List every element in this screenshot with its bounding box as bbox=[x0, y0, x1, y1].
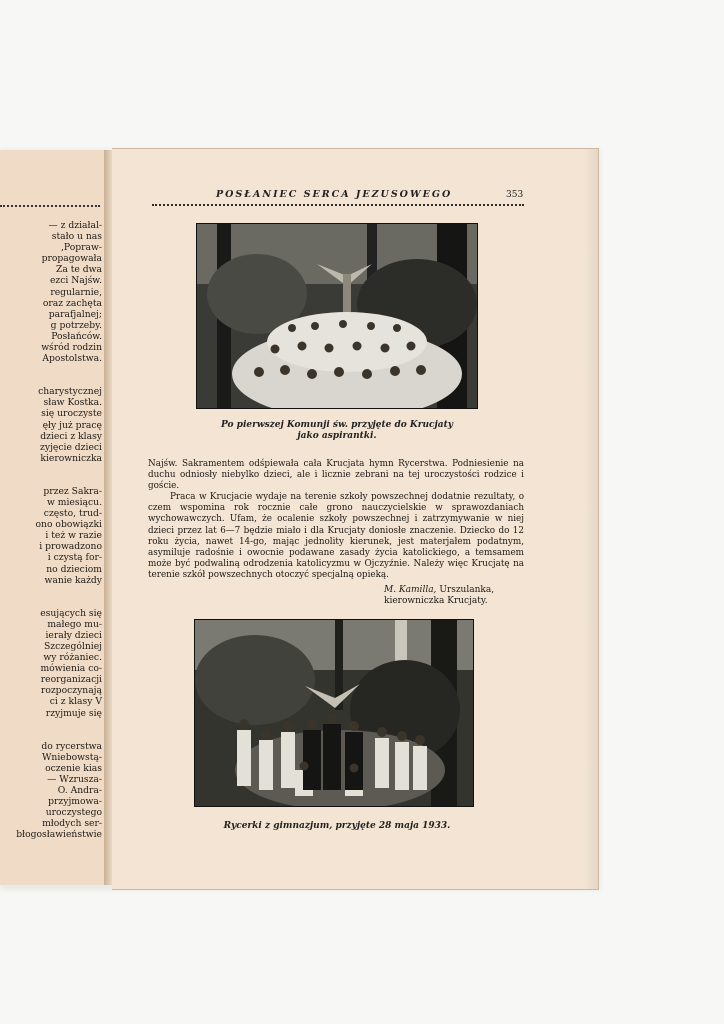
signature-role: kierowniczka Krucjaty. bbox=[384, 596, 488, 606]
article-paragraph-2: Praca w Krucjacie wydaje na terenie szkoły powszechnej dodatnie rezultaty, o czem wspomina rok rocznie całe grono nauczycielskie w sprawozdaniach wychowawczych. Ufam, że ocalenie szkoły powszechnej i zatrzymywanie w niej dzieci przez lat 6—7 będzie miało i dla Krucjaty doniosłe znaczenie. Dziecko do 12 roku życia, nawet 14-go, mając jednolity kierunek, jest materjałem podatnym, asymiluje radośnie i owocnie podawane zasady życia katolickiego, a temsamem może być podwaliną odrodzenia katolicyzmu w Ojczyźnie. Należy więc Krucjatę na terenie szkół powszechnych otoczyć specjalną opieką. bbox=[148, 492, 524, 580]
left-column-line: regularnie, bbox=[50, 286, 102, 298]
left-column-line: oraz zachęta bbox=[42, 297, 102, 309]
photo-communion-girls-image bbox=[197, 224, 477, 408]
article-paragraph-1: Najśw. Sakramentem odśpiewała cała Krucjata hymn Rycerstwa. Podniesienie na duchu odniosły niebylko dzieci, ale i licznie zebrani na tej uroczystości rodzice i goście. bbox=[148, 459, 524, 492]
left-column-line: sław Kostka. bbox=[43, 397, 102, 409]
left-column-line: i prowadzono bbox=[39, 541, 102, 553]
left-column-line: wanie każdy bbox=[44, 574, 102, 586]
left-column-line: dzieci z klasy bbox=[40, 430, 102, 442]
left-column-line: małego mu- bbox=[47, 618, 102, 630]
left-column-line: Apostolstwa. bbox=[42, 353, 102, 365]
photo-communion-caption-line1: Po pierwszej Komunji św. przyjęte do Krucjaty bbox=[221, 420, 453, 430]
article-body bbox=[148, 459, 524, 581]
left-column-line: stało u nas bbox=[51, 231, 102, 243]
left-page bbox=[0, 150, 109, 885]
left-column-line: ierały dzieci bbox=[45, 629, 102, 641]
running-header bbox=[152, 189, 524, 209]
left-column-line: Za te dwa bbox=[55, 264, 102, 276]
left-column-line: rozpoczynają bbox=[40, 685, 102, 697]
left-column-gap bbox=[0, 719, 102, 741]
left-column-line: w miesiącu. bbox=[47, 496, 102, 508]
left-column-line: charystycznej bbox=[38, 386, 102, 398]
left-column-line: Posłańców. bbox=[51, 330, 102, 342]
left-column-line: esujących się bbox=[40, 607, 102, 619]
left-column-line: ci z klasy V bbox=[49, 696, 102, 708]
left-column-line: ezci Najśw. bbox=[49, 275, 102, 287]
photo-communion-caption-line2: jako aspirantki. bbox=[297, 431, 377, 441]
left-column-line: i też w razie bbox=[45, 530, 102, 542]
left-column-line: zyjęcie dzieci bbox=[40, 441, 102, 453]
article-signature bbox=[384, 585, 534, 607]
left-column-line: reorganizacji bbox=[40, 674, 102, 686]
left-column-line: parafjalnej; bbox=[48, 308, 102, 320]
left-column-line: oczenie kias bbox=[45, 762, 102, 774]
running-title: POSŁANIEC SERCA JEZUSOWEGO bbox=[216, 189, 453, 200]
left-column-line: wśród rodzin bbox=[41, 342, 102, 354]
left-column-line: Szczególniej bbox=[43, 641, 102, 652]
photo-communion-girls bbox=[196, 223, 478, 409]
photo-gymnasium-knights-image bbox=[195, 620, 473, 806]
left-column-line: O. Andra- bbox=[57, 785, 102, 797]
left-column-line: młodych ser- bbox=[42, 818, 102, 830]
header-dotted-rule bbox=[152, 204, 524, 206]
left-column-line: wy różaniec. bbox=[43, 652, 102, 664]
left-column-line: do rycerstwa bbox=[41, 740, 102, 752]
left-column-line: uroczystego bbox=[45, 807, 102, 819]
left-column-gap bbox=[0, 464, 102, 486]
left-column-line: rzyjmuje się bbox=[45, 707, 102, 719]
left-column-line: ,Popraw- bbox=[61, 242, 102, 254]
left-column-line: kierowniczka bbox=[40, 452, 102, 464]
left-header-rule bbox=[0, 205, 100, 207]
left-column-line: ęły już pracę bbox=[42, 419, 102, 431]
left-column-line: błogosławieństwie bbox=[16, 829, 102, 841]
photo-gymnasium-caption: Rycerki z gimnazjum, przyjęte 28 maja 1933. bbox=[223, 821, 451, 831]
right-page bbox=[112, 148, 599, 890]
photo-communion-caption bbox=[172, 420, 502, 442]
left-column-line: — z działal- bbox=[48, 220, 102, 231]
left-column-line: się uroczyste bbox=[41, 408, 102, 420]
left-column-line: przyjmowa- bbox=[48, 796, 102, 808]
left-column-line: propagowała bbox=[41, 253, 102, 265]
photo-gymnasium-knights bbox=[194, 619, 474, 807]
left-column-line: no dzieciom bbox=[46, 563, 102, 575]
left-page-text-column bbox=[0, 220, 102, 841]
left-column-gap bbox=[0, 586, 102, 608]
page-number: 353 bbox=[506, 190, 524, 200]
left-column-line: przez Sakra- bbox=[43, 485, 102, 497]
left-column-line: g potrzeby. bbox=[50, 319, 102, 331]
signature-name: M. Kamilla, bbox=[384, 585, 437, 595]
left-column-gap bbox=[0, 364, 102, 386]
left-column-line: Wniebowstą- bbox=[41, 751, 102, 763]
left-column-line: często, trud- bbox=[43, 508, 102, 520]
left-column-line: — Wzrusza- bbox=[47, 773, 102, 785]
left-column-line: ono obowiązki bbox=[35, 519, 102, 531]
left-column-line: mówienia co- bbox=[40, 663, 102, 675]
signature-order: Urszulanka, bbox=[439, 585, 495, 595]
left-column-line: i czystą for- bbox=[47, 552, 102, 564]
